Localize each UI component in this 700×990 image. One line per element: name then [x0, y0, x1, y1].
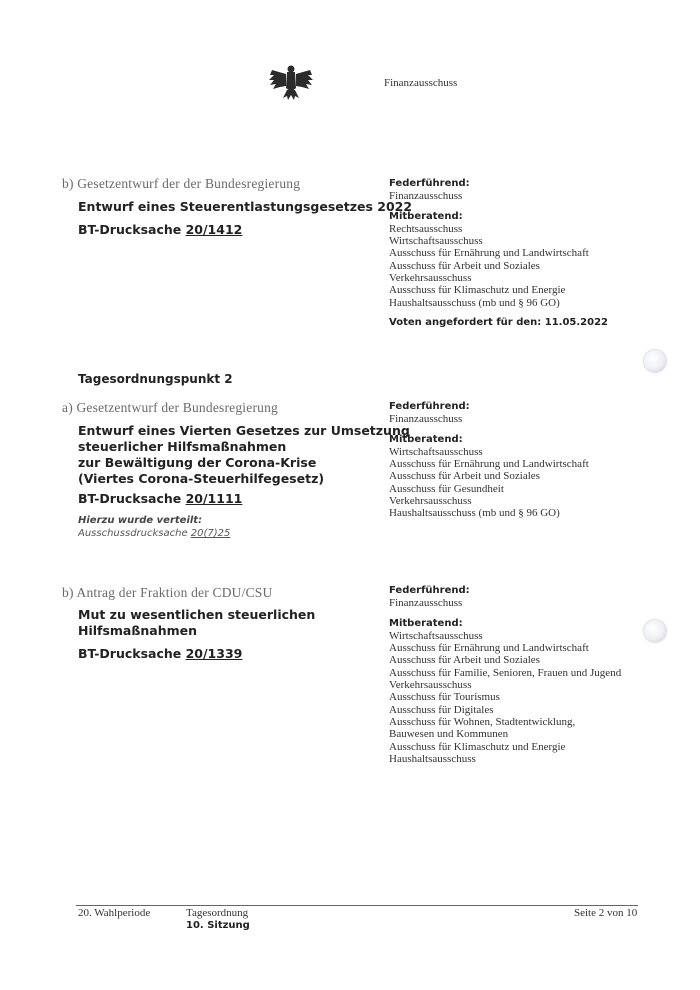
- distributed-note: [78, 528, 230, 539]
- advisory-committees-label: Mitberatend:: [389, 617, 463, 629]
- binder-hole: [644, 350, 666, 372]
- advisory-committee: Rechtsausschuss: [389, 222, 463, 235]
- section-b1-heading: [62, 176, 300, 192]
- section-b1-drucksache-label: BT-Drucksache: [78, 222, 182, 237]
- advisory-committee: Ausschuss für Klimaschutz und Energie: [389, 284, 566, 297]
- section-b2-drucksache-number[interactable]: 20/1339: [185, 646, 243, 661]
- advisory-committee: Verkehrsausschuss: [389, 495, 472, 508]
- distributed-note-text: Ausschussdrucksache: [78, 528, 188, 539]
- lead-committee-label: Federführend:: [389, 178, 470, 189]
- section-b1-drucksache: [78, 222, 242, 237]
- advisory-committees-label: Mitberatend:: [389, 433, 463, 445]
- footer-session: 10. Sitzung: [186, 920, 250, 931]
- section-b1-drucksache-number[interactable]: 20/1412: [185, 222, 243, 237]
- section-b2-committees: [389, 585, 621, 765]
- footer-period: 20. Wahlperiode: [78, 907, 151, 919]
- votes-deadline: Voten angefordert für den: 11.05.2022: [389, 316, 609, 328]
- section-a2-title-line: steuerlicher Hilfsmaßnahmen: [78, 439, 287, 454]
- lead-committee: Finanzausschuss: [389, 597, 463, 610]
- section-b1-committees: [389, 178, 608, 329]
- section-b2-heading: [62, 585, 272, 601]
- advisory-committee: Verkehrsausschuss: [389, 272, 472, 285]
- advisory-committee: Ausschuss für Arbeit und Soziales: [389, 259, 540, 272]
- section-a2-title: [78, 423, 410, 487]
- footer-page-number: Seite 2 von 10: [574, 907, 638, 919]
- section-a2-heading-text: Gesetzentwurf der Bundesregierung: [76, 400, 278, 415]
- footer-divider: [76, 905, 638, 906]
- advisory-committee: Ausschuss für Ernährung und Landwirtschaft: [389, 247, 589, 260]
- section-b2-drucksache-label: BT-Drucksache: [78, 646, 182, 661]
- section-a2-heading: [62, 400, 278, 416]
- section-b1-heading-text: Gesetzentwurf der der Bundesregierung: [77, 176, 301, 191]
- footer-doc-type: Tagesordnung: [186, 907, 249, 919]
- section-b2-heading-text: Antrag der Fraktion der CDU/CSU: [76, 585, 273, 600]
- advisory-committee: Ausschuss für Klimaschutz und Energie: [389, 740, 566, 753]
- section-b1-letter: b): [62, 176, 74, 191]
- advisory-committee: Haushaltsausschuss: [389, 752, 476, 765]
- advisory-committee: Ausschuss für Wohnen, Stadtentwicklung,: [389, 715, 576, 728]
- section-b2-letter: b): [62, 585, 74, 600]
- advisory-committee: Ausschuss für Tourismus: [389, 691, 500, 704]
- header-committee-title: Finanzausschuss: [384, 77, 458, 89]
- advisory-committee: Haushaltsausschuss (mb und § 96 GO): [389, 296, 560, 309]
- advisory-committee: Wirtschaftsausschuss: [389, 445, 483, 458]
- advisory-committee: Ausschuss für Arbeit und Soziales: [389, 654, 540, 667]
- advisory-committee: Wirtschaftsausschuss: [389, 629, 483, 642]
- advisory-committee: Ausschuss für Familie, Senioren, Frauen und Jugend: [389, 666, 622, 679]
- section-b2-drucksache: [78, 646, 242, 661]
- advisory-committee: Ausschuss für Ernährung und Landwirtschaft: [389, 458, 589, 471]
- lead-committee-label: Federführend:: [389, 585, 470, 596]
- advisory-committee: Haushaltsausschuss (mb und § 96 GO): [389, 507, 560, 520]
- advisory-committee: Ausschuss für Digitales: [389, 703, 494, 716]
- agenda-point-title: Tagesordnungspunkt 2: [78, 372, 233, 386]
- section-b1-title: Entwurf eines Steuerentlastungsgesetzes 2022: [78, 199, 413, 214]
- section-a2-title-line: Entwurf eines Vierten Gesetzes zur Umsetzung: [78, 423, 410, 438]
- advisory-committee: Bauwesen und Kommunen: [389, 728, 509, 741]
- section-b2-title-line: Mut zu wesentlichen steuerlichen: [78, 607, 316, 622]
- advisory-committee: Wirtschaftsausschuss: [389, 235, 483, 248]
- section-a2-letter: a): [62, 400, 73, 415]
- section-b2-title-line: Hilfsmaßnahmen: [78, 623, 197, 638]
- advisory-committee: Verkehrsausschuss: [389, 679, 472, 692]
- federal-eagle-logo: [268, 62, 314, 102]
- section-b2-title: [78, 607, 315, 639]
- section-a2-title-line: (Viertes Corona-Steuerhilfegesetz): [78, 471, 325, 486]
- lead-committee-label: Federführend:: [389, 401, 470, 412]
- section-a2-drucksache-number[interactable]: 20/1111: [185, 491, 243, 506]
- distributed-note-label: Hierzu wurde verteilt:: [78, 515, 203, 526]
- section-a2-title-line: zur Bewältigung der Corona-Krise: [78, 455, 317, 470]
- lead-committee: Finanzausschuss: [389, 190, 463, 203]
- section-a2-drucksache: [78, 491, 242, 506]
- binder-hole: [644, 620, 666, 642]
- lead-committee: Finanzausschuss: [389, 413, 463, 426]
- advisory-committee: Ausschuss für Arbeit und Soziales: [389, 470, 540, 483]
- advisory-committees-label: Mitberatend:: [389, 210, 463, 222]
- section-a2-drucksache-label: BT-Drucksache: [78, 491, 182, 506]
- advisory-committee: Ausschuss für Ernährung und Landwirtschaft: [389, 642, 589, 655]
- advisory-committee: Ausschuss für Gesundheit: [389, 482, 504, 495]
- distributed-note-number[interactable]: 20(7)25: [190, 528, 231, 539]
- section-a2-committees: [389, 401, 589, 520]
